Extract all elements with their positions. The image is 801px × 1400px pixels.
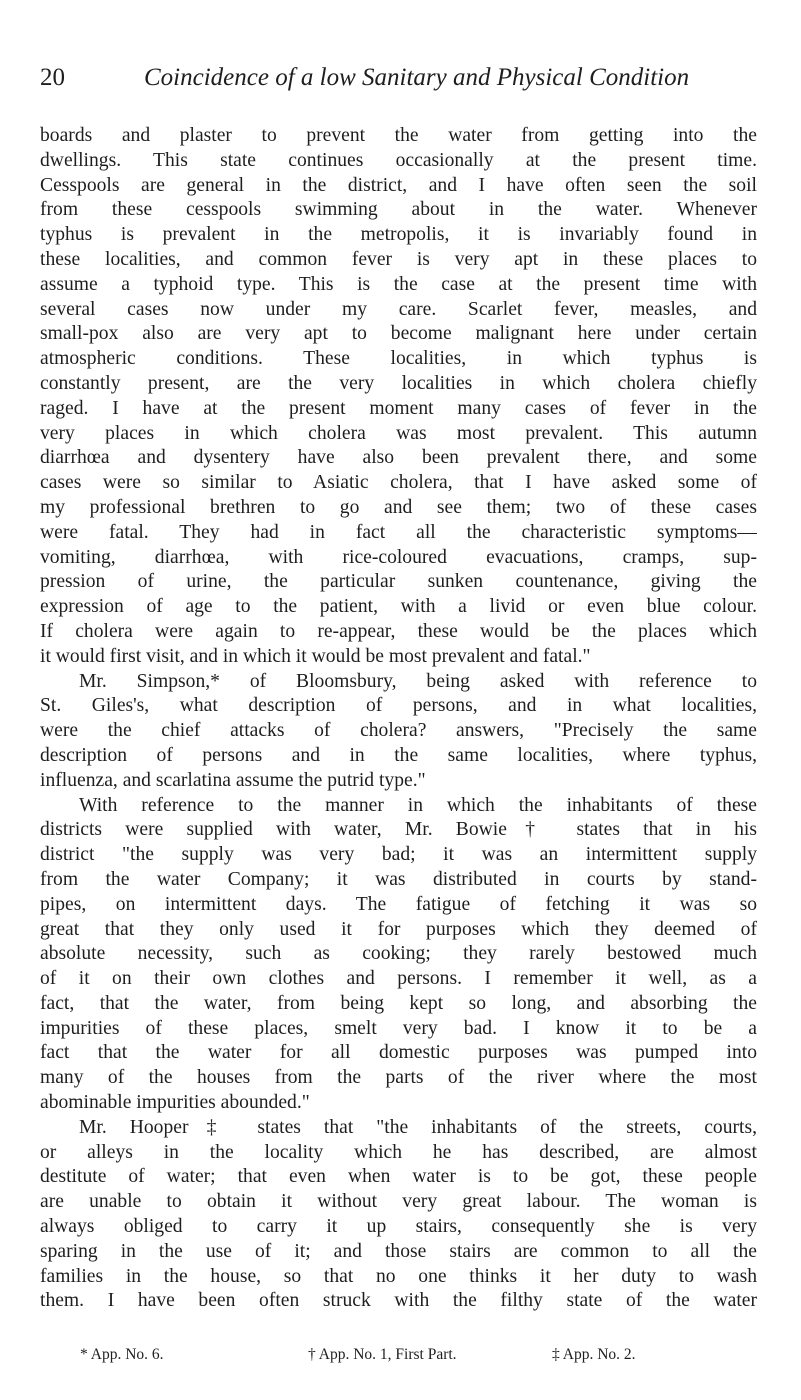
text-line: assume a typhoid type. This is the case at the present time with (40, 273, 757, 295)
text-line: destitute of water; that even when water is to be got, these people (40, 1166, 757, 1188)
text-line: always obliged to carry it up stairs, consequently she is very (40, 1216, 757, 1238)
text-line: dwellings. This state continues occasionally at the present time. (40, 149, 757, 171)
page-header (40, 62, 760, 98)
running-head: Coincidence of a low Sanitary and Physical Condition (144, 64, 690, 91)
text-line: fact, that the water, from being kept so long, and absorbing the (40, 992, 757, 1014)
text-line: With reference to the manner in which the inhabitants of these (79, 794, 757, 816)
text-line: families in the house, so that no one thinks it her duty to wash (40, 1265, 757, 1287)
text-line: these localities, and common fever is very apt in these places to (40, 248, 757, 270)
text-line: boards and plaster to prevent the water from getting into the (40, 125, 757, 146)
text-line: many of the houses from the parts of the river where the most (40, 1067, 757, 1089)
text-line: pression of urine, the particular sunken countenance, giving the (40, 571, 757, 593)
text-line: St. Giles's, what description of persons, and in what localities, (40, 695, 757, 717)
text-line: Mr. Hooper‡ states that "the inhabitants of the streets, courts, (79, 1116, 757, 1138)
text-line: Cesspools are general in the district, and I have often seen the soil (40, 174, 757, 196)
footnote-app-1: † App. No. 1, First Part. (308, 1346, 457, 1363)
text-line: very places in which cholera was most prevalent. This autumn (40, 422, 757, 444)
text-line: great that they only used it for purposes which they deemed of (40, 918, 757, 940)
text-line: are unable to obtain it without very great labour. The woman is (40, 1191, 757, 1213)
text-line: absolute necessity, such as cooking; they rarely bestowed much (40, 943, 757, 965)
text-line: raged. I have at the present moment many cases of fever in the (40, 397, 757, 419)
text-line: description of persons and in the same localities, where typhus, (40, 744, 757, 766)
text-line: several cases now under my care. Scarlet fever, measles, and (40, 298, 757, 320)
text-line: cases were so similar to Asiatic cholera, that I have asked some of (40, 472, 757, 494)
text-line: from these cesspools swimming about in the water. Whenever (40, 199, 757, 221)
text-line: of it on their own clothes and persons. I remember it well, as a (40, 968, 757, 990)
footnote-app-6: * App. No. 6. (80, 1346, 164, 1363)
text-line: constantly present, are the very localities in which cholera chiefly (40, 372, 757, 394)
page-number: 20 (40, 64, 65, 91)
text-line: expression of age to the patient, with a livid or even blue colour. (40, 596, 757, 618)
text-line: districts were supplied with water, Mr. Bowie† states that in his (40, 819, 757, 841)
text-line: sparing in the use of it; and those stairs are common to all the (40, 1240, 757, 1262)
text-line: typhus is prevalent in the metropolis, it is invariably found in (40, 224, 757, 246)
text-line: from the water Company; it was distributed in courts by stand- (40, 868, 757, 890)
text-line: vomiting, diarrhœa, with rice-coloured evacuations, cramps, sup- (40, 546, 757, 568)
body-text (40, 124, 757, 1314)
text-line: small-pox also are very apt to become malignant here under certain (40, 323, 757, 345)
text-line: them. I have been often struck with the filthy state of the water (40, 1290, 757, 1312)
text-line: fact that the water for all domestic purposes was pumped into (40, 1042, 757, 1064)
text-line: abominable impurities abounded." (40, 1092, 310, 1114)
text-line: pipes, on intermittent days. The fatigue of fetching it was so (40, 893, 757, 915)
text-line: impurities of these places, smelt very bad. I know it to be a (40, 1017, 757, 1039)
footnotes (40, 1344, 757, 1368)
text-line: it would first visit, and in which it would be most prevalent and fatal." (40, 645, 591, 667)
text-line: atmospheric conditions. These localities, in which typhus is (40, 348, 757, 370)
text-line: or alleys in the locality which he has described, are almost (40, 1141, 757, 1163)
text-line: diarrhœa and dysentery have also been prevalent there, and some (40, 447, 757, 469)
text-line: influenza, and scarlatina assume the putrid type." (40, 769, 426, 791)
text-line: If cholera were again to re-appear, these would be the places which (40, 620, 757, 642)
text-line: Mr. Simpson,* of Bloomsbury, being asked with reference to (79, 670, 757, 692)
footnote-app-2: ‡ App. No. 2. (552, 1346, 636, 1363)
text-line: were fatal. They had in fact all the characteristic symptoms— (40, 521, 757, 543)
text-line: district "the supply was very bad; it was an intermittent supply (40, 844, 757, 866)
text-line: my professional brethren to go and see them; two of these cases (40, 496, 757, 518)
text-line: were the chief attacks of cholera? answers, "Precisely the same (40, 720, 757, 742)
